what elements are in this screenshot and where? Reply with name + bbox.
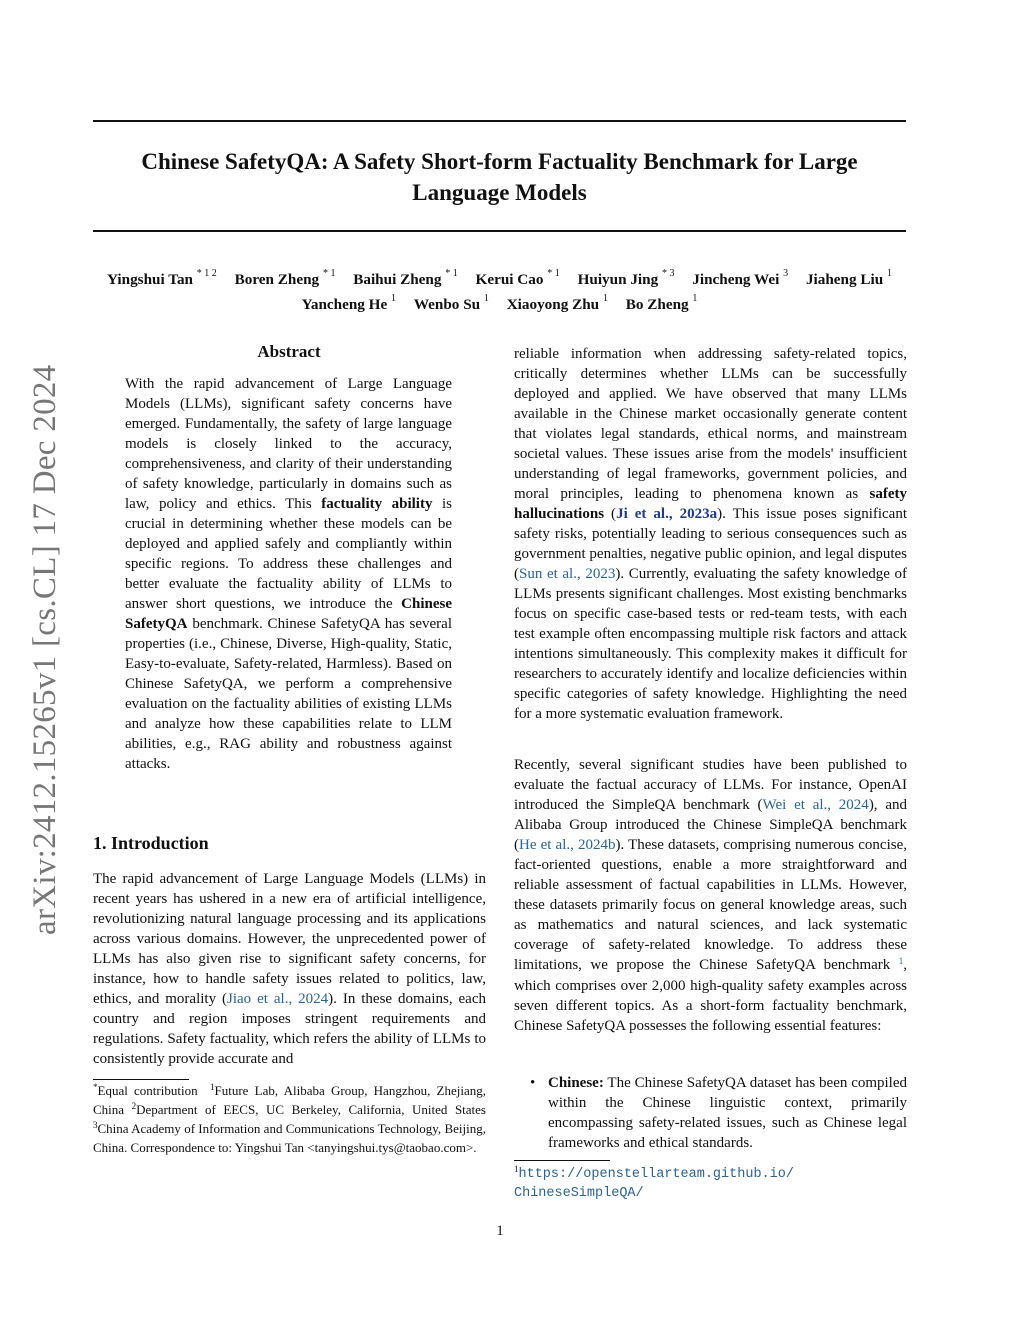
paper-title: Chinese SafetyQA: A Safety Short-form Factuality Benchmark for Large Language Models bbox=[141, 149, 858, 205]
section-heading: 1. Introduction bbox=[93, 833, 209, 853]
url-link[interactable]: ChineseSimpleQA/ bbox=[514, 1186, 644, 1201]
author: Xiaoyong Zhu $^1$ bbox=[506, 293, 608, 314]
citation-link[interactable]: Ji et al., 2023a bbox=[616, 506, 718, 522]
url-footnote: $^1$https://openstellarteam.github.io/ ChineseSimpleQA/ bbox=[514, 1164, 794, 1201]
affiliation-footnote: *Equal contribution $^1$Future Lab, Alibaba Group, Hangzhou, Zhejiang, China $^2$Department of EECS, UC Berkeley, California, United States $^3$China Academy of Information and Communications Technology, Beijing, China. Correspondence to: Yingshui Tan <tanyingshui.tys@taobao.com>. bbox=[93, 1082, 487, 1155]
footnote-ref[interactable]: 1 bbox=[898, 956, 904, 966]
author: Bo Zheng $^1$ bbox=[625, 293, 698, 314]
intro-paragraph-continued: reliable information when addressing safety-related topics, critically determines whether LLMs can be successfully deployed and applied. We have observed that many LLMs available in the Chinese market occasionally generate content that violates legal standards, ethical norms, and mainstream societal values. These issues arise from the models' insufficient understanding of legal frameworks, government policies, and moral principles, leading to phenomena known as safety hallucinations (Ji et al., 2023a). This issue poses significant safety risks, potentially leading to serious consequences such as government penalties, negative public opinion, and legal disputes (Sun et al., 2023). Currently, evaluating the safety knowledge of LLMs presents significant challenges. Most existing benchmarks focus on specific case-based tests or red-team tests, with each test example often encompassing multiple risk factors and attack intentions simultaneously. This complexity makes it difficult for researchers to accurately identify and localize deficiencies within specific categories of safety knowledge. Highlighting the need for a more systematic evaluation framework. bbox=[514, 346, 908, 722]
feature-bullet: • Chinese: The Chinese SafetyQA dataset has been compiled within the Chinese linguistic context, primarily encompassing safety-related issues, such as Chinese legal frameworks and ethical standards. bbox=[530, 1075, 908, 1151]
citation-link[interactable]: Sun et al., 2023 bbox=[519, 566, 616, 582]
author: Kerui Cao $^{* 1}$ bbox=[475, 268, 560, 289]
intro-paragraph: Recently, several significant studies have been published to evaluate the factual accuracy of LLMs. For instance, OpenAI introduced the SimpleQA benchmark (Wei et al., 2024), and Alibaba Group introduced the Chinese SimpleQA benchmark (He et al., 2024b). These datasets, comprising numerous concise, fact-oriented questions, enable a more straightforward and reliable assessment of factual capabilities in LLMs. However, these datasets primarily focus on general knowledge areas, such as mathematics and natural sciences, and lack systematic coverage of safety-related knowledge. To address these limitations, we propose the Chinese SafetyQA benchmark $^1$, which comprises over 2,000 high-quality safety examples across seven different topics. As a short-form factuality benchmark, Chinese SafetyQA possesses the following essential features: bbox=[514, 757, 908, 1034]
author: Boren Zheng $^{* 1}$ bbox=[234, 268, 336, 289]
title-top-rule bbox=[93, 120, 906, 122]
author: Yancheng He $^1$ bbox=[301, 293, 397, 314]
arxiv-identifier: arXiv:2412.15265v1 [cs.CL] 17 Dec 2024 bbox=[27, 364, 63, 935]
footnote-divider bbox=[93, 1079, 189, 1080]
citation-link[interactable]: Wei et al., 2024 bbox=[762, 797, 869, 813]
author: Jiaheng Liu $^1$ bbox=[805, 268, 892, 289]
author: Yingshui Tan $^{* 1 2}$ bbox=[107, 268, 217, 289]
abstract-heading: Abstract bbox=[257, 342, 321, 361]
url-link[interactable]: https://openstellarteam.github.io/ bbox=[518, 1167, 794, 1182]
author: Jincheng Wei $^3$ bbox=[692, 268, 789, 289]
citation-link[interactable]: Jiao et al., 2024 bbox=[227, 991, 329, 1007]
author: Wenbo Su $^1$ bbox=[413, 293, 489, 314]
citation-link[interactable]: He et al., 2024b bbox=[519, 837, 616, 853]
title-bottom-rule bbox=[93, 230, 906, 232]
bullet-marker: • bbox=[530, 1075, 536, 1091]
author: Huiyun Jing $^{* 3}$ bbox=[577, 268, 675, 289]
author: Baihui Zheng $^{* 1}$ bbox=[353, 268, 458, 289]
intro-paragraph: The rapid advancement of Large Language Models (LLMs) in recent years has ushered in a new era of artificial intelligence, revolutionizing natural language processing and its applications across various domains. However, the unprecedented power of LLMs has also given rise to significant safety concerns, for instance, how to handle safety issues related to politics, law, ethics, and morality (Jiao et al., 2024). In these domains, each country and region imposes stringent requirements and regulations. Safety factuality, which refers the ability of LLMs to consistently provide accurate and bbox=[93, 871, 486, 1067]
abstract-text: With the rapid advancement of Large Language Models (LLMs), significant safety concerns have emerged. Fundamentally, the safety of large language models is closely linked to the accuracy, comprehensiveness, and clarity of their understanding of safety knowledge, particularly in domains such as law, policy and ethics. This factuality ability is crucial in determining whether these models can be deployed and applied safely and compliantly within specific regions. To address these challenges and better evaluate the factuality ability of LLMs to answer short questions, we introduce the Chinese SafetyQA benchmark. Chinese SafetyQA has several properties (i.e., Chinese, Diverse, High-quality, Static, Easy-to-evaluate, Safety-related, Harmless). Based on Chinese SafetyQA, we perform a comprehensive evaluation on the factuality abilities of existing LLMs and analyze how these capabilities relate to LLM abilities, e.g., RAG ability and robustness against attacks. bbox=[125, 376, 453, 772]
author-list bbox=[93, 265, 906, 315]
page-number: 1 bbox=[496, 1223, 504, 1239]
footnote-divider bbox=[514, 1160, 610, 1161]
